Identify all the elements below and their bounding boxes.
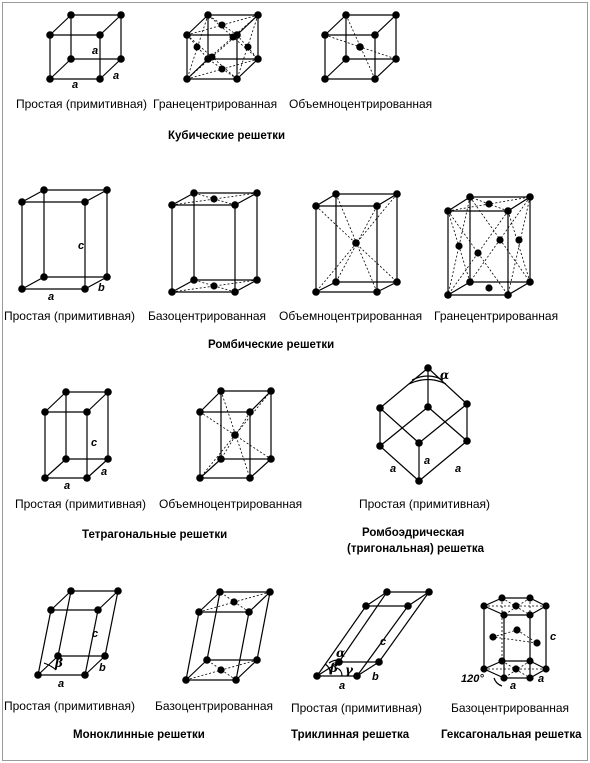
cubic-group-title: Кубические решетки — [168, 130, 286, 142]
orthorhombic-bcc-cell — [312, 190, 401, 296]
tri-group-title: Триклинная решетка — [291, 729, 410, 741]
mono-c-label: c — [92, 628, 99, 640]
rhombo-a-label-right: a — [455, 463, 462, 475]
cubic-a-label-front: a — [72, 79, 79, 91]
cubic-fcc-caption: Гранецентрированная — [153, 97, 278, 111]
tetra-simple-caption: Простая (примитивная) — [15, 497, 147, 511]
hex-a-label-side: a — [538, 673, 545, 685]
mono-group-title: Моноклинные решетки — [73, 729, 205, 741]
tri-c-label: c — [380, 636, 387, 648]
tetra-a-label-front: a — [64, 480, 71, 492]
tri-gamma-label: γ — [345, 663, 353, 677]
ortho-b-label: b — [98, 282, 105, 294]
orthorhombic-fcc-cell — [444, 193, 534, 299]
tetra-bcc-caption: Объемноцентрированная — [159, 497, 303, 511]
ortho-a-label: a — [48, 291, 55, 303]
rhombo-group-title-line1: Ромбоэдрическая — [362, 527, 465, 539]
ortho-group-title: Ромбические решетки — [208, 339, 335, 351]
hex-c-label: c — [550, 631, 557, 643]
hex-angle-label: 120° — [461, 673, 484, 685]
cubic-bcc-caption: Объемноцентрированная — [289, 97, 433, 111]
cubic-bcc-cell — [321, 11, 400, 83]
tri-a-label: a — [339, 680, 346, 692]
ortho-c-label: c — [78, 240, 85, 252]
monoclinic-simple-cell — [34, 587, 122, 679]
rhombo-a-label-left: a — [390, 463, 397, 475]
rhombo-simple-caption: Простая (примитивная) — [359, 497, 491, 511]
cubic-fcc-cell — [183, 11, 262, 83]
tetra-group-title: Тетрагональные решетки — [82, 529, 228, 541]
tri-simple-caption: Простая (примитивная) — [291, 701, 423, 715]
ortho-base-caption: Базоцентрированная — [148, 309, 267, 323]
cubic-a-label-side: a — [113, 70, 120, 82]
cubic-simple-caption: Простая (примитивная) — [16, 97, 148, 111]
ortho-bcc-caption: Объемноцентрированная — [279, 309, 423, 323]
mono-simple-caption: Простая (примитивная) — [4, 699, 136, 713]
mono-a-label: a — [58, 678, 65, 690]
tetragonal-bcc-cell — [196, 387, 275, 482]
ortho-simple-caption: Простая (примитивная) — [4, 309, 136, 323]
tetra-c-label: c — [91, 437, 98, 449]
mono-b-label: b — [99, 662, 106, 674]
hex-base-caption: Базоцентрированная — [451, 701, 570, 715]
tri-alpha-label: α — [336, 646, 346, 660]
monoclinic-base-centered-cell — [182, 588, 274, 684]
ortho-fcc-caption: Гранецентрированная — [434, 309, 559, 323]
mono-beta-label: β — [55, 656, 63, 670]
tetra-a-label-side: a — [101, 466, 108, 478]
orthorhombic-base-centered-cell — [168, 189, 261, 296]
mono-base-caption: Базоцентрированная — [155, 699, 274, 713]
orthorhombic-simple-cell — [18, 186, 111, 293]
rhombo-alpha-label: α — [440, 368, 450, 382]
hex-group-title: Гексагональная решетка — [441, 729, 582, 741]
tri-b-label: b — [372, 671, 379, 683]
tri-beta-label: β — [330, 661, 338, 675]
rhombo-a-label-center: a — [424, 455, 431, 467]
rhombo-group-title-line2: (тригональная) решетка — [347, 543, 485, 555]
cubic-a-label-vertical: a — [92, 45, 99, 57]
hex-a-label-front: a — [510, 680, 517, 692]
